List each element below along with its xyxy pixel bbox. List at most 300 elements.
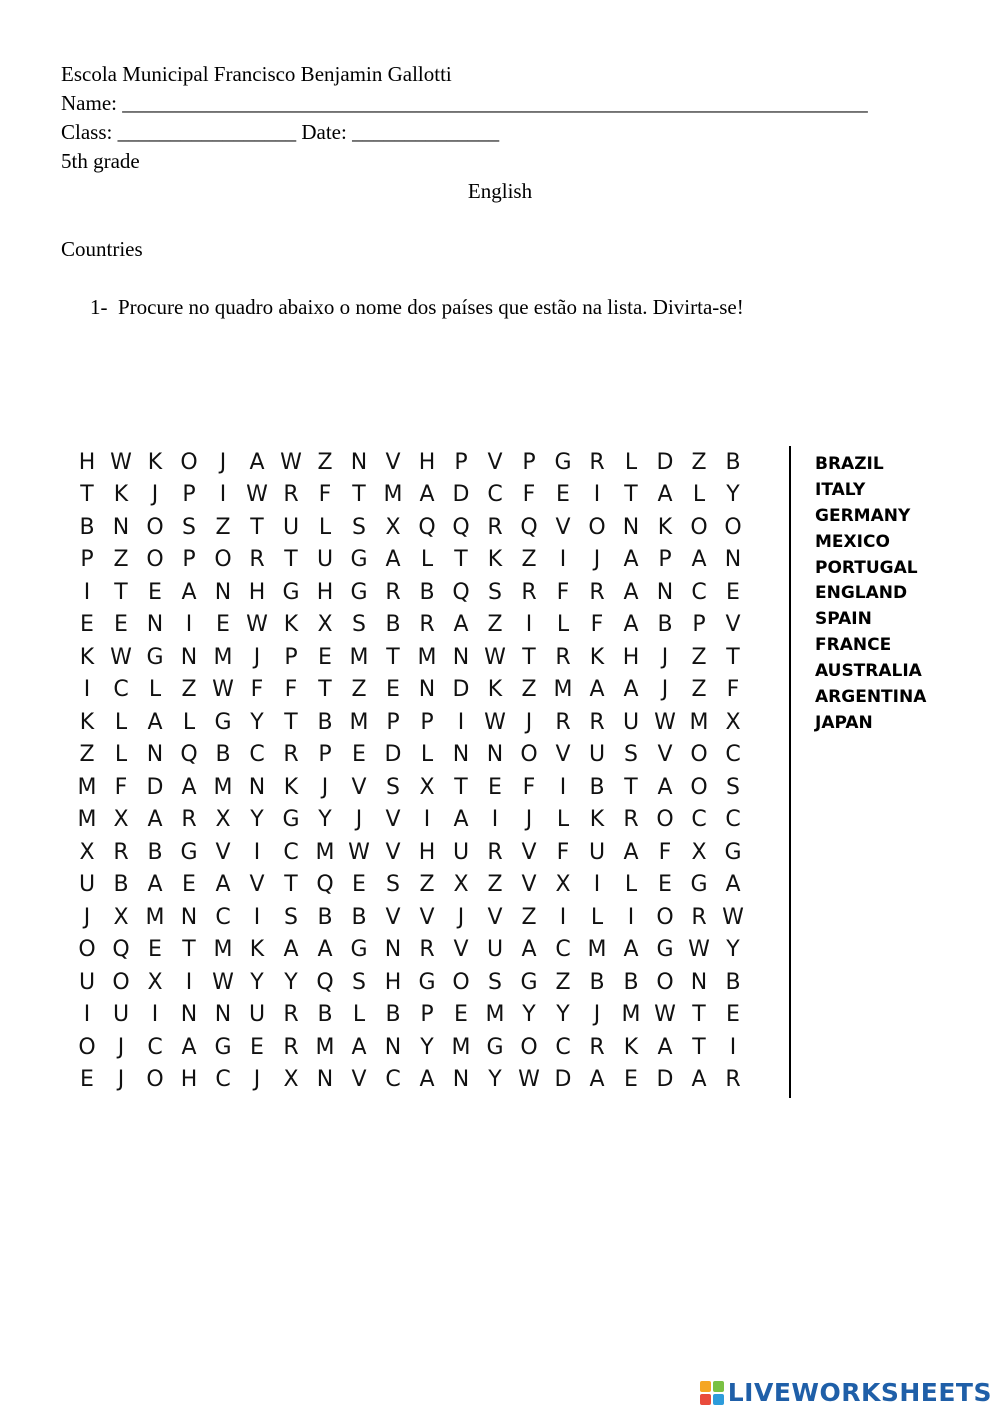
grid-letter: C bbox=[215, 1067, 231, 1093]
grid-letter: G bbox=[282, 807, 300, 833]
grid-letter: M bbox=[349, 644, 369, 670]
grid-letter: U bbox=[78, 872, 96, 898]
grid-letter: R bbox=[555, 709, 571, 735]
grid-letter: M bbox=[349, 709, 369, 735]
grid-letter: K bbox=[623, 1034, 639, 1060]
grid-letter: Z bbox=[317, 449, 333, 475]
grid-letter: C bbox=[385, 1067, 401, 1093]
grid-letter: Z bbox=[521, 677, 537, 703]
grid-letter: A bbox=[623, 937, 639, 963]
grid-letter: S bbox=[488, 969, 502, 995]
grid-letter: B bbox=[351, 904, 367, 930]
grid-letter: W bbox=[654, 1002, 676, 1028]
grid-letter: X bbox=[385, 514, 401, 540]
logo-square bbox=[700, 1381, 711, 1392]
grid-letter: A bbox=[691, 1067, 707, 1093]
grid-letter: W bbox=[246, 482, 268, 508]
grid-letter: W bbox=[518, 1067, 540, 1093]
grid-letter: X bbox=[317, 612, 333, 638]
grid-letter: A bbox=[623, 547, 639, 573]
grid-letter: W bbox=[212, 677, 234, 703]
grid-letter: X bbox=[283, 1067, 299, 1093]
grid-letter: A bbox=[453, 612, 469, 638]
grid-letter: O bbox=[146, 547, 164, 573]
grid-letter: G bbox=[214, 1034, 232, 1060]
grid-letter: X bbox=[215, 807, 231, 833]
grid-letter: I bbox=[729, 1034, 737, 1060]
grid-letter: A bbox=[181, 774, 197, 800]
grid-letter: L bbox=[624, 872, 638, 898]
grid-letter: V bbox=[487, 904, 503, 930]
grid-letter: X bbox=[725, 709, 741, 735]
grid-letter: A bbox=[317, 937, 333, 963]
grid-letter: G bbox=[724, 839, 742, 865]
grid-letter: T bbox=[522, 644, 536, 670]
grid-letter: T bbox=[80, 482, 94, 508]
grid-letter: R bbox=[283, 1034, 299, 1060]
grid-letter: Z bbox=[555, 969, 571, 995]
grid-letter: Q bbox=[452, 579, 470, 605]
grid-letter: D bbox=[656, 449, 674, 475]
grid-letter: J bbox=[457, 904, 465, 930]
grid-letter: K bbox=[79, 644, 95, 670]
grid-letter: A bbox=[589, 1067, 605, 1093]
liveworksheets-logo bbox=[700, 1378, 992, 1407]
grid-letter: M bbox=[553, 677, 573, 703]
grid-letter: J bbox=[525, 807, 533, 833]
grid-letter: Q bbox=[520, 514, 538, 540]
grid-letter: E bbox=[352, 742, 366, 768]
logo-square bbox=[700, 1394, 711, 1405]
word-list-item: ITALY bbox=[815, 479, 866, 500]
grid-letter: P bbox=[284, 644, 298, 670]
grid-letter: Y bbox=[488, 1067, 502, 1093]
grid-letter: N bbox=[214, 1002, 232, 1028]
grid-letter: B bbox=[317, 1002, 333, 1028]
word-search-grid bbox=[70, 446, 750, 1096]
grid-letter: N bbox=[180, 904, 198, 930]
grid-letter: F bbox=[522, 774, 536, 800]
word-list-item: FRANCE bbox=[815, 635, 892, 656]
grid-letter: M bbox=[587, 937, 607, 963]
grid-letter: Y bbox=[420, 1034, 434, 1060]
grid-letter: Y bbox=[318, 807, 332, 833]
grid-letter: I bbox=[423, 807, 431, 833]
grid-letter: T bbox=[318, 677, 332, 703]
grid-letter: N bbox=[656, 579, 674, 605]
grid-letter: R bbox=[419, 612, 435, 638]
grid-letter: Z bbox=[113, 547, 129, 573]
grid-letter: K bbox=[657, 514, 673, 540]
grid-letter: C bbox=[249, 742, 265, 768]
grid-letter: A bbox=[181, 579, 197, 605]
grid-letter: A bbox=[147, 807, 163, 833]
grid-letter: N bbox=[486, 742, 504, 768]
grid-letter: V bbox=[487, 449, 503, 475]
grid-letter: N bbox=[622, 514, 640, 540]
grid-letter: G bbox=[350, 937, 368, 963]
grid-letter: H bbox=[180, 1067, 198, 1093]
grid-letter: X bbox=[419, 774, 435, 800]
grid-letter: G bbox=[690, 872, 708, 898]
grid-letter: M bbox=[451, 1034, 471, 1060]
name-field-line: Name: _______________________________________________________________________ bbox=[61, 91, 868, 115]
grid-letter: I bbox=[457, 709, 465, 735]
grid-letter: A bbox=[589, 677, 605, 703]
grid-letter: N bbox=[384, 937, 402, 963]
grid-letter: I bbox=[593, 872, 601, 898]
grid-letter: W bbox=[246, 612, 268, 638]
grid-letter: M bbox=[485, 1002, 505, 1028]
grid-letter: F bbox=[556, 839, 570, 865]
grid-letter: A bbox=[657, 1034, 673, 1060]
grid-letter: T bbox=[284, 547, 298, 573]
grid-letter: M bbox=[383, 482, 403, 508]
grid-letter: O bbox=[452, 969, 470, 995]
grid-letter: O bbox=[656, 807, 674, 833]
grid-letter: F bbox=[658, 839, 672, 865]
grid-letter: B bbox=[725, 969, 741, 995]
grid-letter: J bbox=[219, 449, 227, 475]
grid-letter: I bbox=[559, 904, 567, 930]
grid-letter: G bbox=[418, 969, 436, 995]
grid-letter: V bbox=[725, 612, 741, 638]
grid-letter: I bbox=[627, 904, 635, 930]
grid-letter: M bbox=[689, 709, 709, 735]
grid-letter: B bbox=[657, 612, 673, 638]
grid-letter: E bbox=[216, 612, 230, 638]
grid-letter: V bbox=[385, 807, 401, 833]
grid-letter: T bbox=[692, 1034, 706, 1060]
grid-letter: R bbox=[419, 937, 435, 963]
grid-letter: T bbox=[624, 774, 638, 800]
grid-letter: O bbox=[520, 1034, 538, 1060]
grid-letter: X bbox=[555, 872, 571, 898]
grid-letter: M bbox=[621, 1002, 641, 1028]
grid-letter: R bbox=[113, 839, 129, 865]
grid-letter: G bbox=[486, 1034, 504, 1060]
grid-letter: A bbox=[521, 937, 537, 963]
logo-square bbox=[713, 1381, 724, 1392]
grid-letter: F bbox=[590, 612, 604, 638]
grid-letter: N bbox=[112, 514, 130, 540]
class-date-line: Class: _________________ Date: ______________ bbox=[61, 120, 500, 144]
grid-letter: I bbox=[559, 547, 567, 573]
grid-letter: I bbox=[185, 612, 193, 638]
grid-letter: R bbox=[589, 709, 605, 735]
grid-letter: C bbox=[725, 742, 741, 768]
grid-letter: J bbox=[525, 709, 533, 735]
grid-letter: I bbox=[593, 482, 601, 508]
grid-letter: Y bbox=[250, 709, 264, 735]
grid-letter: E bbox=[148, 937, 162, 963]
grid-letter: H bbox=[248, 579, 266, 605]
grid-letter: K bbox=[79, 709, 95, 735]
grid-letter: D bbox=[146, 774, 164, 800]
grid-letter: O bbox=[112, 969, 130, 995]
grid-letter: P bbox=[658, 547, 672, 573]
grid-letter: O bbox=[146, 1067, 164, 1093]
grid-letter: E bbox=[148, 579, 162, 605]
grid-letter: E bbox=[182, 872, 196, 898]
grid-letter: K bbox=[487, 547, 503, 573]
grid-letter: V bbox=[215, 839, 231, 865]
grid-letter: W bbox=[722, 904, 744, 930]
word-list-item: JAPAN bbox=[815, 712, 873, 733]
grid-letter: M bbox=[77, 807, 97, 833]
grid-letter: X bbox=[691, 839, 707, 865]
grid-letter: R bbox=[589, 579, 605, 605]
grid-letter: G bbox=[350, 547, 368, 573]
grid-letter: N bbox=[452, 1067, 470, 1093]
grid-letter: G bbox=[180, 839, 198, 865]
grid-letter: L bbox=[114, 742, 128, 768]
grid-letter: K bbox=[283, 612, 299, 638]
grid-letter: E bbox=[454, 1002, 468, 1028]
grid-letter: F bbox=[250, 677, 264, 703]
grid-letter: S bbox=[624, 742, 638, 768]
grid-letter: X bbox=[453, 872, 469, 898]
grid-letter: Y bbox=[250, 807, 264, 833]
grid-letter: U bbox=[486, 937, 504, 963]
grid-letter: I bbox=[491, 807, 499, 833]
grid-letter: P bbox=[318, 742, 332, 768]
grid-letter: R bbox=[521, 579, 537, 605]
grid-letter: B bbox=[385, 1002, 401, 1028]
grid-letter: E bbox=[726, 1002, 740, 1028]
grid-letter: G bbox=[214, 709, 232, 735]
grid-letter: N bbox=[146, 612, 164, 638]
grid-letter: T bbox=[250, 514, 264, 540]
grid-letter: J bbox=[593, 1002, 601, 1028]
grid-letter: S bbox=[386, 872, 400, 898]
grid-letter: K bbox=[113, 482, 129, 508]
grid-letter: Q bbox=[180, 742, 198, 768]
grid-letter: E bbox=[114, 612, 128, 638]
grid-letter: I bbox=[253, 904, 261, 930]
word-list-item: PORTUGAL bbox=[815, 557, 918, 578]
grid-letter: T bbox=[692, 1002, 706, 1028]
grid-letter: Z bbox=[521, 904, 537, 930]
grid-letter: Q bbox=[316, 872, 334, 898]
grid-letter: I bbox=[525, 612, 533, 638]
grid-letter: A bbox=[283, 937, 299, 963]
grid-letter: T bbox=[454, 547, 468, 573]
grid-letter: V bbox=[385, 449, 401, 475]
grid-letter: K bbox=[283, 774, 299, 800]
grid-letter: Y bbox=[250, 969, 264, 995]
grid-letter: J bbox=[321, 774, 329, 800]
grid-letter: M bbox=[77, 774, 97, 800]
grid-letter: R bbox=[385, 579, 401, 605]
grid-letter: Z bbox=[79, 742, 95, 768]
grid-letter: P bbox=[182, 547, 196, 573]
grid-letter: E bbox=[624, 1067, 638, 1093]
liveworksheets-icon bbox=[700, 1381, 724, 1405]
grid-letter: Q bbox=[112, 937, 130, 963]
grid-letter: E bbox=[250, 1034, 264, 1060]
grid-letter: Z bbox=[691, 677, 707, 703]
grid-letter: V bbox=[385, 904, 401, 930]
grid-letter: M bbox=[213, 774, 233, 800]
grid-letter: N bbox=[690, 969, 708, 995]
grid-letter: V bbox=[555, 514, 571, 540]
grid-letter: B bbox=[113, 872, 129, 898]
grid-letter: A bbox=[147, 709, 163, 735]
grid-letter: I bbox=[83, 579, 91, 605]
grid-letter: B bbox=[317, 709, 333, 735]
grid-letter: H bbox=[418, 839, 436, 865]
grid-letter: E bbox=[658, 872, 672, 898]
grid-letter: K bbox=[589, 807, 605, 833]
grid-letter: G bbox=[350, 579, 368, 605]
grid-letter: D bbox=[656, 1067, 674, 1093]
grid-letter: T bbox=[386, 644, 400, 670]
grid-letter: J bbox=[151, 482, 159, 508]
grid-letter: K bbox=[249, 937, 265, 963]
grid-letter: V bbox=[249, 872, 265, 898]
grid-letter: A bbox=[419, 1067, 435, 1093]
grid-letter: R bbox=[691, 904, 707, 930]
grid-letter: A bbox=[249, 449, 265, 475]
grid-letter: H bbox=[316, 579, 334, 605]
grid-letter: R bbox=[555, 644, 571, 670]
grid-letter: N bbox=[724, 547, 742, 573]
grid-letter: R bbox=[589, 1034, 605, 1060]
grid-divider bbox=[789, 446, 791, 1098]
grid-letter: P bbox=[692, 612, 706, 638]
grid-letter: J bbox=[117, 1067, 125, 1093]
grid-letter: N bbox=[146, 742, 164, 768]
grid-letter: V bbox=[453, 937, 469, 963]
grid-letter: O bbox=[180, 449, 198, 475]
grid-letter: W bbox=[110, 644, 132, 670]
grid-letter: X bbox=[79, 839, 95, 865]
grid-letter: B bbox=[589, 774, 605, 800]
grid-letter: P bbox=[80, 547, 94, 573]
grid-letter: I bbox=[559, 774, 567, 800]
grid-letter: W bbox=[654, 709, 676, 735]
grid-letter: B bbox=[317, 904, 333, 930]
grid-letter: Z bbox=[487, 872, 503, 898]
grid-letter: R bbox=[487, 514, 503, 540]
topic-title: Countries bbox=[61, 237, 143, 261]
grid-letter: O bbox=[690, 774, 708, 800]
grid-letter: A bbox=[657, 774, 673, 800]
grid-letter: M bbox=[315, 1034, 335, 1060]
grid-letter: T bbox=[114, 579, 128, 605]
grid-letter: V bbox=[419, 904, 435, 930]
grid-letter: K bbox=[589, 644, 605, 670]
grid-letter: N bbox=[452, 742, 470, 768]
word-list-item: GERMANY bbox=[815, 505, 911, 526]
grid-letter: N bbox=[350, 449, 368, 475]
grid-letter: N bbox=[316, 1067, 334, 1093]
grid-letter: I bbox=[151, 1002, 159, 1028]
grid-letter: R bbox=[283, 742, 299, 768]
grid-letter: B bbox=[725, 449, 741, 475]
grid-letter: J bbox=[83, 904, 91, 930]
grid-letter: Z bbox=[691, 449, 707, 475]
grid-letter: L bbox=[182, 709, 196, 735]
grid-letter: L bbox=[352, 1002, 366, 1028]
grid-letter: N bbox=[384, 1034, 402, 1060]
grid-letter: Q bbox=[452, 514, 470, 540]
grid-letter: M bbox=[417, 644, 437, 670]
grid-letter: C bbox=[113, 677, 129, 703]
grid-letter: S bbox=[488, 579, 502, 605]
grid-letter: F bbox=[318, 482, 332, 508]
grid-letter: O bbox=[588, 514, 606, 540]
grid-letter: O bbox=[690, 514, 708, 540]
grid-letter: W bbox=[484, 644, 506, 670]
grid-letter: P bbox=[420, 1002, 434, 1028]
grid-letter: I bbox=[253, 839, 261, 865]
grid-letter: Y bbox=[522, 1002, 536, 1028]
grid-letter: L bbox=[148, 677, 162, 703]
grid-letter: B bbox=[623, 969, 639, 995]
grid-letter: B bbox=[385, 612, 401, 638]
grid-letter: T bbox=[454, 774, 468, 800]
grid-letter: J bbox=[253, 1067, 261, 1093]
grid-letter: F bbox=[556, 579, 570, 605]
grid-letter: V bbox=[351, 1067, 367, 1093]
grid-letter: N bbox=[214, 579, 232, 605]
grid-letter: A bbox=[385, 547, 401, 573]
grid-letter: V bbox=[521, 839, 537, 865]
grid-letter: V bbox=[351, 774, 367, 800]
grid-letter: R bbox=[589, 449, 605, 475]
grid-letter: Y bbox=[556, 1002, 570, 1028]
grid-letter: N bbox=[248, 774, 266, 800]
grid-letter: C bbox=[555, 1034, 571, 1060]
word-list-item: MEXICO bbox=[815, 531, 890, 552]
grid-letter: T bbox=[182, 937, 196, 963]
grid-letter: P bbox=[522, 449, 536, 475]
grid-letter: F bbox=[114, 774, 128, 800]
grid-letter: N bbox=[180, 1002, 198, 1028]
grid-letter: C bbox=[283, 839, 299, 865]
grid-letter: A bbox=[623, 839, 639, 865]
instruction-text: 1- Procure no quadro abaixo o nome dos países que estão na lista. Divirta-se! bbox=[90, 295, 744, 319]
grid-letter: S bbox=[182, 514, 196, 540]
grid-letter: L bbox=[420, 547, 434, 573]
grid-letter: B bbox=[215, 742, 231, 768]
grid-letter: A bbox=[623, 677, 639, 703]
grid-letter: J bbox=[661, 644, 669, 670]
word-list-item: BRAZIL bbox=[815, 454, 884, 474]
grid-letter: L bbox=[114, 709, 128, 735]
grid-letter: C bbox=[147, 1034, 163, 1060]
grid-letter: U bbox=[248, 1002, 266, 1028]
grid-letter: I bbox=[83, 1002, 91, 1028]
grid-letter: G bbox=[146, 644, 164, 670]
grid-letter: L bbox=[556, 807, 570, 833]
grid-letter: H bbox=[622, 644, 640, 670]
grid-letter: Z bbox=[521, 547, 537, 573]
grid-letter: T bbox=[624, 482, 638, 508]
grid-letter: M bbox=[213, 937, 233, 963]
grid-letter: R bbox=[181, 807, 197, 833]
grid-letter: D bbox=[384, 742, 402, 768]
grid-letter: J bbox=[117, 1034, 125, 1060]
school-name: Escola Municipal Francisco Benjamin Gallotti bbox=[61, 62, 452, 86]
grid-letter: G bbox=[520, 969, 538, 995]
subject-title: English bbox=[467, 179, 533, 203]
grid-letter: X bbox=[147, 969, 163, 995]
grid-letter: J bbox=[253, 644, 261, 670]
grid-letter: A bbox=[725, 872, 741, 898]
